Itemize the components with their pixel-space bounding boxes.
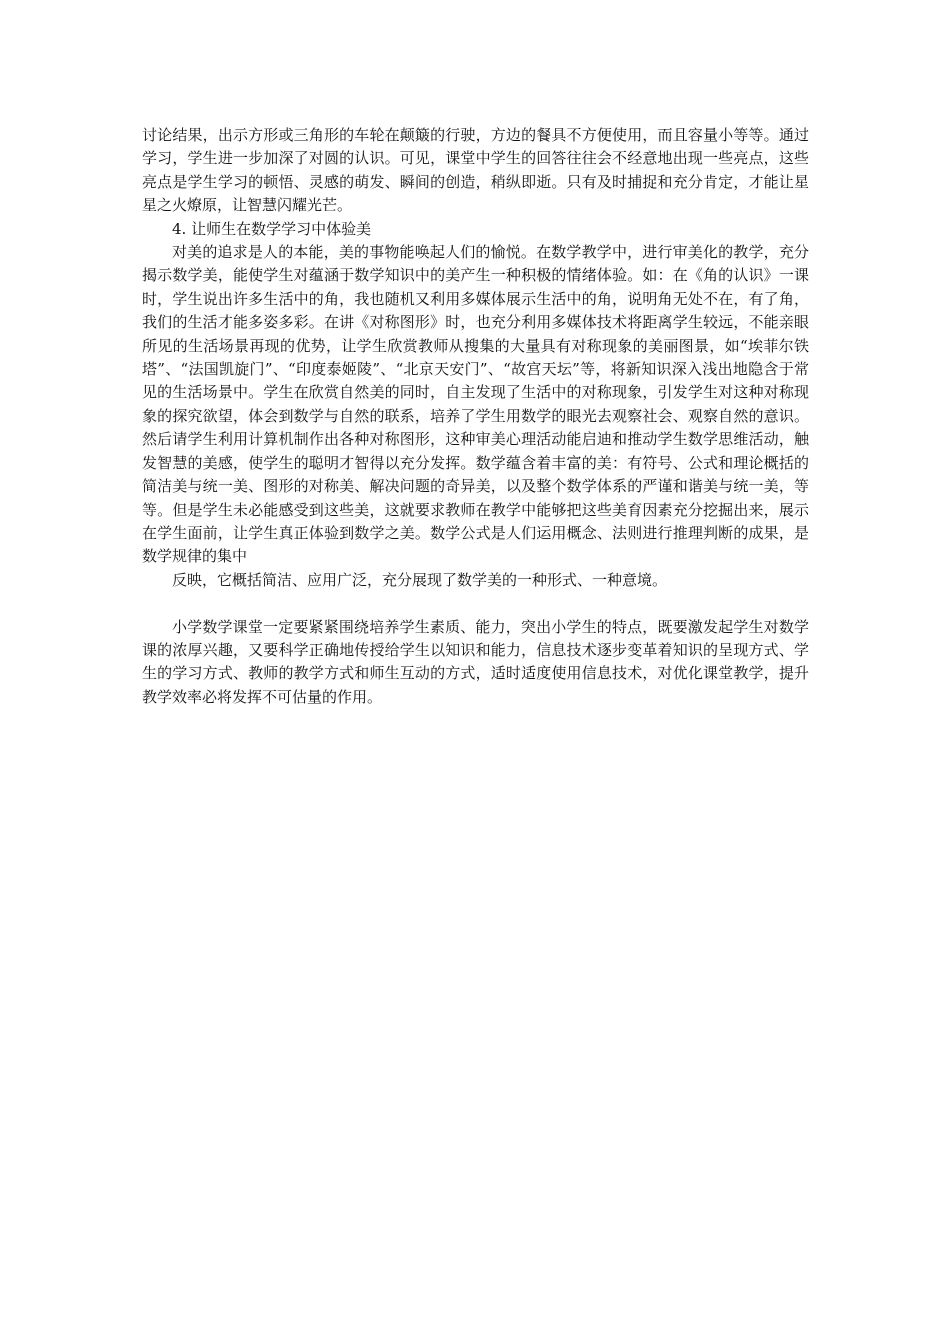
paragraph-math-beauty: 对美的追求是人的本能，美的事物能唤起人们的愉悦。在数学教学中，进行审美化的教学，充分揭示数学美，能使学生对蕴涵于数学知识中的美产生一种积极的情绪体验。如：在《角的认识》一课时，学生说出许多生活中的角，我也随机又利用多媒体展示生活中的角，说明角无处不在，有了角，我们的生活才能多姿多彩。在讲《对称图形》时，也充分利用多媒体技术将距离学生较远，不能亲眼所见的生活场景再现的优势，让学生欣赏教师从搜集的大量具有对称现象的美丽图景，如“埃菲尔铁塔”、“法国凯旋门”、“印度泰姬陵”、“北京天安门”、“故宫天坛”等，将新知识深入浅出地隐含于常见的生活场景中。学生在欣赏自然美的同时，自主发现了生活中的对称现象，引发学生对这种对称现象的探究欲望，体会到数学与自然的联系，培养了学生用数学的眼光去观察社会、观察自然的意识。然后请学生利用计算机制作出各种对称图形，这种审美心理活动能启迪和推动学生数学思维活动，触发智慧的美感，使学生的聪明才智得以充分发挥。数学蕴含着丰富的美：有符号、公式和理论概括的简洁美与统一美、图形的对称美、解决问题的奇异美，以及整个数学体系的严谨和谐美与统一美，等等。但是学生未必能感受到这些美，这就要求教师在教学中能够把这些美育因素充分挖掘出来，展示在学生面前，让学生真正体验到数学之美。数学公式是人们运用概念、法则进行推理判断的成果，是数学规律的集中: [142, 243, 809, 566]
document-body: [142, 124, 809, 709]
paragraph-circle-discussion: 讨论结果，出示方形或三角形的车轮在颠簸的行驶，方边的餐具不方便使用，而且容量小等等。通过学习，学生进一步加深了对圆的认识。可见，课堂中学生的回答往往会不经意地出现一些亮点，这些亮点是学生学习的顿悟、灵感的萌发、瞬间的创造，稍纵即逝。只有及时捕捉和充分肯定，才能让星星之火燎原，让智慧闪耀光芒。: [142, 126, 809, 215]
paragraph-spacer: [142, 592, 809, 615]
paragraph-formula-reflection: 反映，它概括简洁、应用广泛，充分展现了数学美的一种形式、一种意境。: [172, 570, 668, 589]
section-heading-4: 4. 让师生在数学学习中体验美: [172, 219, 372, 238]
paragraph-conclusion: 小学数学课堂一定要紧紧围绕培养学生素质、能力，突出小学生的特点，既要激发起学生对数学课的浓厚兴趣，又要科学正确地传授给学生以知识和能力，信息技术逐步变革着知识的呈现方式、学生的学习方式、教师的教学方式和师生互动的方式，适时适度使用信息技术，对优化课堂教学，提升教学效率必将发挥不可估量的作用。: [142, 617, 809, 706]
